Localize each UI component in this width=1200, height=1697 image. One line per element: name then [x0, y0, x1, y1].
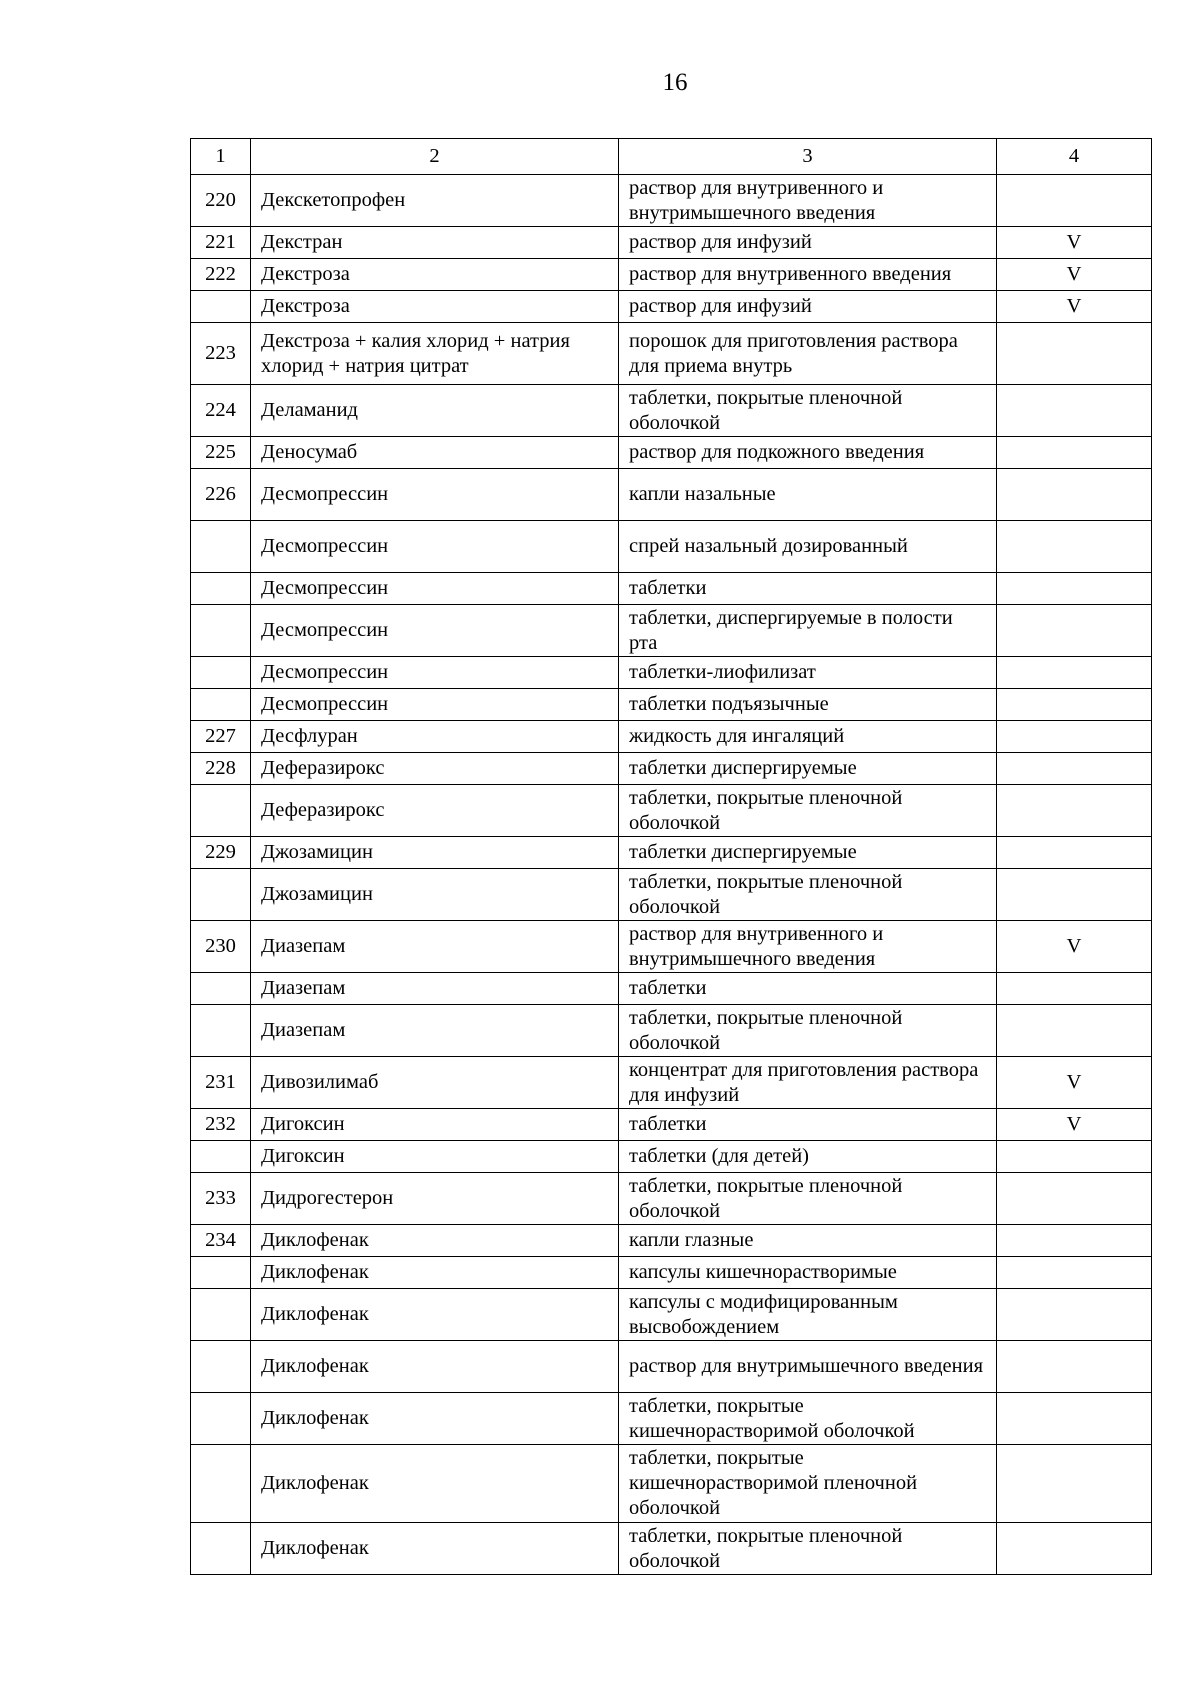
dosage-form: раствор для инфузий [619, 291, 997, 323]
row-number [191, 1393, 251, 1445]
dosage-form: таблетки, покрытые пленочной оболочкой [619, 785, 997, 837]
drug-name: Десмопрессин [251, 657, 619, 689]
dosage-form: таблетки подъязычные [619, 689, 997, 721]
drug-name: Дигоксин [251, 1141, 619, 1173]
row-number [191, 657, 251, 689]
drug-name: Дигоксин [251, 1109, 619, 1141]
dosage-form: таблетки-лиофилизат [619, 657, 997, 689]
dosage-form: таблетки (для детей) [619, 1141, 997, 1173]
row-number: 229 [191, 837, 251, 869]
vital-mark [997, 657, 1152, 689]
vital-mark [997, 753, 1152, 785]
row-number: 234 [191, 1225, 251, 1257]
row-number [191, 689, 251, 721]
drug-name: Диазепам [251, 1005, 619, 1057]
vital-mark [997, 1005, 1152, 1057]
row-number: 226 [191, 469, 251, 521]
table-row [191, 1523, 1152, 1575]
dosage-form: таблетки, покрытые кишечнорастворимой пленочной оболочкой [619, 1445, 997, 1523]
dosage-form: спрей назальный дозированный [619, 521, 997, 573]
vital-mark [997, 689, 1152, 721]
dosage-form: таблетки диспергируемые [619, 753, 997, 785]
vital-mark: V [997, 227, 1152, 259]
dosage-form: раствор для подкожного введения [619, 437, 997, 469]
vital-mark [997, 605, 1152, 657]
row-number [191, 869, 251, 921]
drug-name: Диазепам [251, 973, 619, 1005]
vital-mark [997, 469, 1152, 521]
row-number [191, 1141, 251, 1173]
vital-mark [997, 1141, 1152, 1173]
table-row [191, 521, 1152, 573]
row-number [191, 1523, 251, 1575]
row-number [191, 1005, 251, 1057]
drug-name: Дидрогестерон [251, 1173, 619, 1225]
header-cell-1: 1 [191, 139, 251, 175]
dosage-form: раствор для внутривенного и внутримышечного введения [619, 175, 997, 227]
dosage-form: капсулы с модифицированным высвобождением [619, 1289, 997, 1341]
dosage-form: таблетки, покрытые пленочной оболочкой [619, 1005, 997, 1057]
row-number: 232 [191, 1109, 251, 1141]
table-row [191, 175, 1152, 227]
drug-name: Диклофенак [251, 1289, 619, 1341]
table-header-row [191, 139, 1152, 175]
row-number [191, 605, 251, 657]
dosage-form: таблетки диспергируемые [619, 837, 997, 869]
row-number [191, 785, 251, 837]
table-row [191, 721, 1152, 753]
table-row [191, 689, 1152, 721]
table-row [191, 869, 1152, 921]
table-row [191, 1173, 1152, 1225]
dosage-form: раствор для внутримышечного введения [619, 1341, 997, 1393]
dosage-form: капсулы кишечнорастворимые [619, 1257, 997, 1289]
drug-name: Десмопрессин [251, 605, 619, 657]
dosage-form: таблетки [619, 1109, 997, 1141]
drug-name: Декстроза + калия хлорид + натрия хлорид + натрия цитрат [251, 323, 619, 385]
drug-name: Джозамицин [251, 837, 619, 869]
vital-mark [997, 1257, 1152, 1289]
table-row [191, 385, 1152, 437]
row-number: 224 [191, 385, 251, 437]
drug-name: Диазепам [251, 921, 619, 973]
vital-mark [997, 323, 1152, 385]
table-row [191, 437, 1152, 469]
dosage-form: таблетки, покрытые пленочной оболочкой [619, 385, 997, 437]
drug-name: Десмопрессин [251, 573, 619, 605]
table-row [191, 1225, 1152, 1257]
table-row [191, 785, 1152, 837]
drug-table [190, 138, 1152, 1575]
table-row [191, 1109, 1152, 1141]
drug-name: Деламанид [251, 385, 619, 437]
drug-name: Дивозилимаб [251, 1057, 619, 1109]
table-row [191, 605, 1152, 657]
dosage-form: таблетки, покрытые пленочной оболочкой [619, 869, 997, 921]
drug-name: Деферазирокс [251, 753, 619, 785]
vital-mark [997, 721, 1152, 753]
table-row [191, 753, 1152, 785]
dosage-form: концентрат для приготовления раствора для инфузий [619, 1057, 997, 1109]
row-number: 222 [191, 259, 251, 291]
vital-mark: V [997, 259, 1152, 291]
dosage-form: раствор для внутривенного и внутримышечного введения [619, 921, 997, 973]
table-row [191, 1445, 1152, 1523]
drug-name: Десмопрессин [251, 689, 619, 721]
vital-mark [997, 973, 1152, 1005]
drug-name: Декстроза [251, 259, 619, 291]
row-number: 228 [191, 753, 251, 785]
row-number [191, 573, 251, 605]
drug-name: Декстран [251, 227, 619, 259]
drug-name: Деферазирокс [251, 785, 619, 837]
vital-mark [997, 1341, 1152, 1393]
header-cell-3: 3 [619, 139, 997, 175]
drug-name: Деносумаб [251, 437, 619, 469]
vital-mark [997, 1393, 1152, 1445]
drug-name: Десфлуран [251, 721, 619, 753]
vital-mark: V [997, 921, 1152, 973]
table-row [191, 227, 1152, 259]
dosage-form: таблетки [619, 573, 997, 605]
table-row [191, 573, 1152, 605]
dosage-form: порошок для приготовления раствора для приема внутрь [619, 323, 997, 385]
table-row [191, 323, 1152, 385]
table-row [191, 291, 1152, 323]
table-row [191, 1393, 1152, 1445]
row-number: 225 [191, 437, 251, 469]
table-row [191, 1057, 1152, 1109]
dosage-form: капли назальные [619, 469, 997, 521]
header-cell-4: 4 [997, 139, 1152, 175]
vital-mark [997, 437, 1152, 469]
vital-mark: V [997, 1057, 1152, 1109]
table-row [191, 973, 1152, 1005]
vital-mark [997, 837, 1152, 869]
row-number [191, 1257, 251, 1289]
table-row [191, 1257, 1152, 1289]
drug-name: Диклофенак [251, 1523, 619, 1575]
row-number [191, 1341, 251, 1393]
vital-mark [997, 785, 1152, 837]
drug-name: Десмопрессин [251, 469, 619, 521]
vital-mark [997, 1523, 1152, 1575]
vital-mark [997, 573, 1152, 605]
table-row [191, 259, 1152, 291]
vital-mark [997, 521, 1152, 573]
row-number [191, 973, 251, 1005]
dosage-form: таблетки, покрытые кишечнорастворимой оболочкой [619, 1393, 997, 1445]
drug-name: Десмопрессин [251, 521, 619, 573]
vital-mark [997, 869, 1152, 921]
table-row [191, 1005, 1152, 1057]
dosage-form: таблетки, диспергируемые в полости рта [619, 605, 997, 657]
row-number [191, 1445, 251, 1523]
vital-mark [997, 175, 1152, 227]
drug-name: Диклофенак [251, 1445, 619, 1523]
row-number [191, 291, 251, 323]
dosage-form: раствор для внутривенного введения [619, 259, 997, 291]
row-number: 221 [191, 227, 251, 259]
table-row [191, 1289, 1152, 1341]
vital-mark: V [997, 291, 1152, 323]
dosage-form: раствор для инфузий [619, 227, 997, 259]
vital-mark [997, 1173, 1152, 1225]
drug-name: Диклофенак [251, 1257, 619, 1289]
vital-mark: V [997, 1109, 1152, 1141]
row-number [191, 521, 251, 573]
vital-mark [997, 1289, 1152, 1341]
drug-name: Диклофенак [251, 1225, 619, 1257]
row-number: 230 [191, 921, 251, 973]
dosage-form: капли глазные [619, 1225, 997, 1257]
vital-mark [997, 1445, 1152, 1523]
drug-name: Декскетопрофен [251, 175, 619, 227]
dosage-form: таблетки [619, 973, 997, 1005]
row-number: 220 [191, 175, 251, 227]
dosage-form: жидкость для ингаляций [619, 721, 997, 753]
table-row [191, 1141, 1152, 1173]
page-number: 16 [662, 69, 688, 96]
table-row [191, 921, 1152, 973]
drug-name: Диклофенак [251, 1341, 619, 1393]
drug-name: Джозамицин [251, 869, 619, 921]
row-number: 233 [191, 1173, 251, 1225]
row-number: 231 [191, 1057, 251, 1109]
dosage-form: таблетки, покрытые пленочной оболочкой [619, 1173, 997, 1225]
row-number [191, 1289, 251, 1341]
table-row [191, 837, 1152, 869]
row-number: 223 [191, 323, 251, 385]
dosage-form: таблетки, покрытые пленочной оболочкой [619, 1523, 997, 1575]
table-row [191, 469, 1152, 521]
table-row [191, 657, 1152, 689]
vital-mark [997, 1225, 1152, 1257]
drug-name: Диклофенак [251, 1393, 619, 1445]
vital-mark [997, 385, 1152, 437]
header-cell-2: 2 [251, 139, 619, 175]
row-number: 227 [191, 721, 251, 753]
table-row [191, 1341, 1152, 1393]
drug-name: Декстроза [251, 291, 619, 323]
